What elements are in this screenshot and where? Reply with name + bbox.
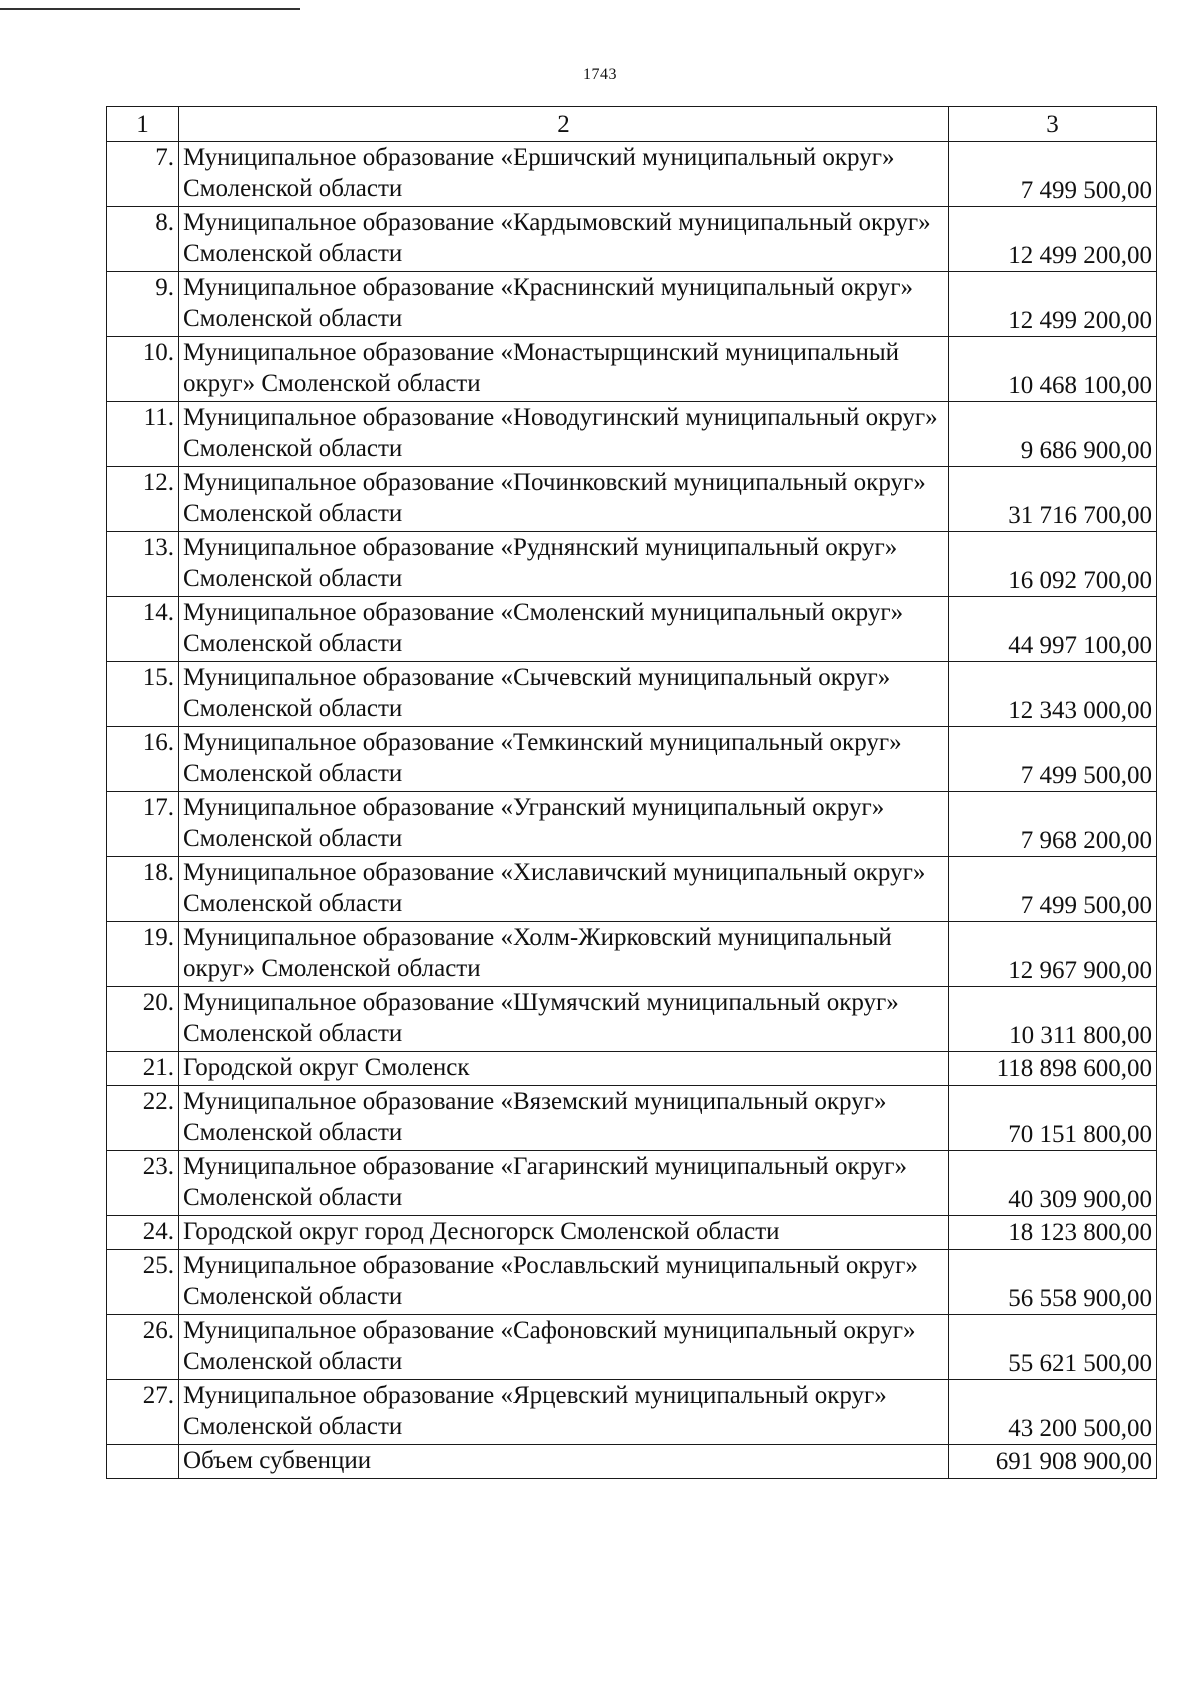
row-number: 19. xyxy=(107,922,179,987)
table-row xyxy=(107,142,1157,207)
table-row xyxy=(107,1052,1157,1086)
subvention-amount: 12 499 200,00 xyxy=(949,207,1157,272)
top-edge-rule xyxy=(0,8,300,10)
municipality-name: Муниципальное образование «Ярцевский муниципальный округ» Смоленской области xyxy=(179,1380,949,1445)
total-row-number xyxy=(107,1445,179,1479)
municipality-name: Муниципальное образование «Новодугинский муниципальный округ» Смоленской области xyxy=(179,402,949,467)
municipality-name: Муниципальное образование «Темкинский муниципальный округ» Смоленской области xyxy=(179,727,949,792)
table-row xyxy=(107,1315,1157,1380)
row-number: 26. xyxy=(107,1315,179,1380)
row-number: 17. xyxy=(107,792,179,857)
table-row xyxy=(107,337,1157,402)
table-row xyxy=(107,402,1157,467)
municipality-name: Муниципальное образование «Холм-Жирковский муниципальный округ» Смоленской области xyxy=(179,922,949,987)
municipality-name: Муниципальное образование «Гагаринский муниципальный округ» Смоленской области xyxy=(179,1151,949,1216)
table-row xyxy=(107,597,1157,662)
row-number: 14. xyxy=(107,597,179,662)
subvention-amount: 31 716 700,00 xyxy=(949,467,1157,532)
page-number: 1743 xyxy=(583,66,617,83)
table-row xyxy=(107,272,1157,337)
municipality-name: Муниципальное образование «Сычевский муниципальный округ» Смоленской области xyxy=(179,662,949,727)
row-number: 24. xyxy=(107,1216,179,1250)
table-row xyxy=(107,467,1157,532)
subvention-amount: 10 468 100,00 xyxy=(949,337,1157,402)
table-row xyxy=(107,662,1157,727)
header-col-number: 1 xyxy=(107,107,179,142)
subvention-amount: 7 499 500,00 xyxy=(949,142,1157,207)
table-row xyxy=(107,857,1157,922)
subvention-amount: 55 621 500,00 xyxy=(949,1315,1157,1380)
subvention-amount: 56 558 900,00 xyxy=(949,1250,1157,1315)
municipality-name: Муниципальное образование «Сафоновский муниципальный округ» Смоленской области xyxy=(179,1315,949,1380)
total-row xyxy=(107,1445,1157,1479)
table-row xyxy=(107,792,1157,857)
header-col-name: 2 xyxy=(179,107,949,142)
table-row xyxy=(107,1216,1157,1250)
municipality-name: Муниципальное образование «Краснинский муниципальный округ» Смоленской области xyxy=(179,272,949,337)
row-number: 27. xyxy=(107,1380,179,1445)
subvention-amount: 118 898 600,00 xyxy=(949,1052,1157,1086)
subvention-amount: 44 997 100,00 xyxy=(949,597,1157,662)
municipality-name: Муниципальное образование «Хиславичский муниципальный округ» Смоленской области xyxy=(179,857,949,922)
subvention-amount: 43 200 500,00 xyxy=(949,1380,1157,1445)
subvention-amount: 18 123 800,00 xyxy=(949,1216,1157,1250)
municipality-name: Муниципальное образование «Шумячский муниципальный округ» Смоленской области xyxy=(179,987,949,1052)
subvention-amount: 10 311 800,00 xyxy=(949,987,1157,1052)
table-row xyxy=(107,922,1157,987)
municipality-name: Муниципальное образование «Монастырщинский муниципальный округ» Смоленской области xyxy=(179,337,949,402)
row-number: 21. xyxy=(107,1052,179,1086)
row-number: 16. xyxy=(107,727,179,792)
total-amount: 691 908 900,00 xyxy=(949,1445,1157,1479)
subvention-amount: 12 499 200,00 xyxy=(949,272,1157,337)
subvention-amount: 40 309 900,00 xyxy=(949,1151,1157,1216)
municipality-name: Городской округ Смоленск xyxy=(179,1052,949,1086)
row-number: 23. xyxy=(107,1151,179,1216)
municipality-name: Муниципальное образование «Починковский муниципальный округ» Смоленской области xyxy=(179,467,949,532)
table-row xyxy=(107,727,1157,792)
row-number: 18. xyxy=(107,857,179,922)
subvention-amount: 7 968 200,00 xyxy=(949,792,1157,857)
table-row xyxy=(107,1380,1157,1445)
municipality-name: Муниципальное образование «Смоленский муниципальный округ» Смоленской области xyxy=(179,597,949,662)
row-number: 13. xyxy=(107,532,179,597)
row-number: 22. xyxy=(107,1086,179,1151)
table-row xyxy=(107,987,1157,1052)
total-label: Объем субвенции xyxy=(179,1445,949,1479)
table-row xyxy=(107,207,1157,272)
row-number: 8. xyxy=(107,207,179,272)
table-row xyxy=(107,532,1157,597)
municipality-name: Муниципальное образование «Вяземский муниципальный округ» Смоленской области xyxy=(179,1086,949,1151)
subvention-amount: 16 092 700,00 xyxy=(949,532,1157,597)
row-number: 20. xyxy=(107,987,179,1052)
subvention-amount: 7 499 500,00 xyxy=(949,857,1157,922)
subvention-amount: 12 343 000,00 xyxy=(949,662,1157,727)
row-number: 11. xyxy=(107,402,179,467)
subvention-amount: 12 967 900,00 xyxy=(949,922,1157,987)
row-number: 15. xyxy=(107,662,179,727)
subvention-amount: 7 499 500,00 xyxy=(949,727,1157,792)
subvention-amount: 9 686 900,00 xyxy=(949,402,1157,467)
subvention-amount: 70 151 800,00 xyxy=(949,1086,1157,1151)
municipality-name: Муниципальное образование «Угранский муниципальный округ» Смоленской области xyxy=(179,792,949,857)
municipality-name: Муниципальное образование «Руднянский муниципальный округ» Смоленской области xyxy=(179,532,949,597)
municipality-name: Муниципальное образование «Ершичский муниципальный округ» Смоленской области xyxy=(179,142,949,207)
row-number: 9. xyxy=(107,272,179,337)
row-number: 12. xyxy=(107,467,179,532)
table-row xyxy=(107,1151,1157,1216)
municipality-name: Муниципальное образование «Рославльский муниципальный округ» Смоленской области xyxy=(179,1250,949,1315)
row-number: 10. xyxy=(107,337,179,402)
table-row xyxy=(107,1250,1157,1315)
header-row xyxy=(107,107,1157,142)
municipality-name: Муниципальное образование «Кардымовский муниципальный округ» Смоленской области xyxy=(179,207,949,272)
municipality-name: Городской округ город Десногорск Смоленской области xyxy=(179,1216,949,1250)
row-number: 25. xyxy=(107,1250,179,1315)
subvention-table xyxy=(106,106,1157,1479)
table-row xyxy=(107,1086,1157,1151)
row-number: 7. xyxy=(107,142,179,207)
header-col-amount: 3 xyxy=(949,107,1157,142)
